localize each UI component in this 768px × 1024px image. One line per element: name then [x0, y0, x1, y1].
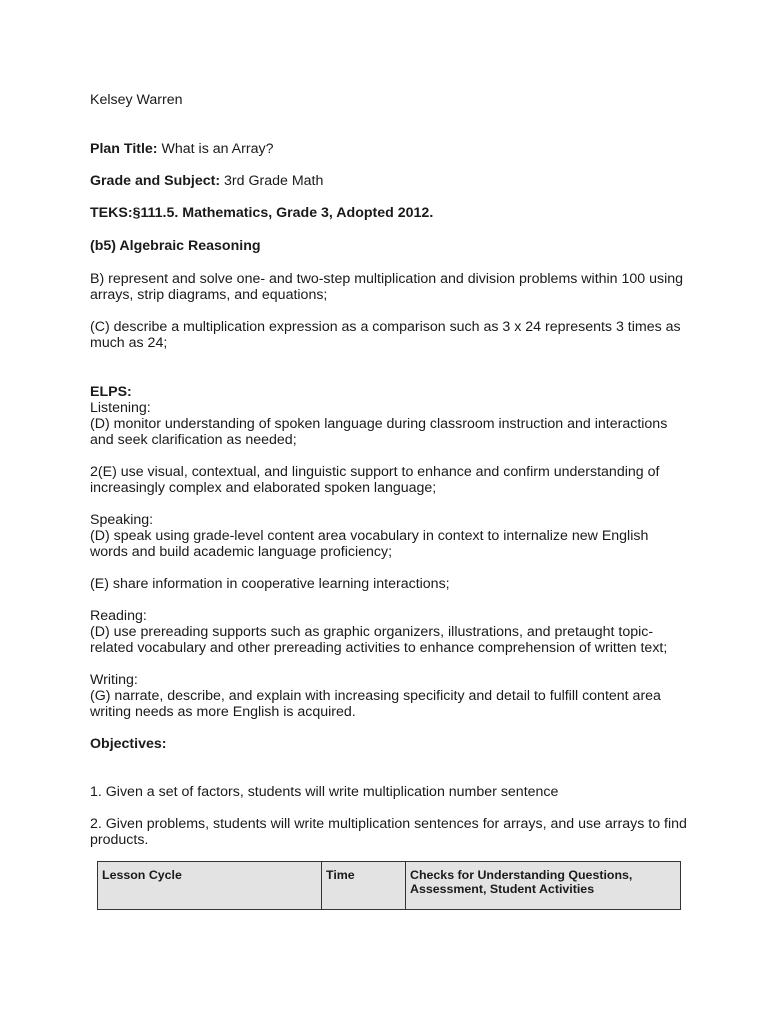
elps-heading: ELPS: [90, 384, 132, 400]
objective-item-1: 1. Given a set of factors, students will write multiplication number sentence [90, 784, 559, 800]
objectives-heading: Objectives: [90, 736, 167, 752]
grade-subject [90, 173, 690, 189]
header-time: Time [322, 862, 406, 910]
objective-item-2: 2. Given problems, students will write multiplication sentences for arrays, and use arrays to find products. [90, 816, 687, 848]
listening-item-d: (D) monitor understanding of spoken language during classroom instruction and interactions and seek clarification as needed; [90, 416, 668, 448]
algebraic-reasoning-heading: (b5) Algebraic Reasoning [90, 238, 261, 254]
listening-item-2e: 2(E) use visual, contextual, and linguistic support to enhance and confirm understanding of increasingly complex and elaborated spoken language; [90, 464, 660, 496]
teks-item-b: B) represent and solve one- and two-step multiplication and division problems within 100 using arrays, strip diagrams, and equations; [90, 271, 684, 303]
grade-subject-label: Grade and Subject: [90, 173, 221, 189]
header-lesson-cycle: Lesson Cycle [98, 862, 322, 910]
lesson-cycle-table [97, 861, 681, 910]
writing-label: Writing: [90, 672, 138, 688]
reading-label: Reading: [90, 608, 147, 624]
table-header-row [98, 862, 681, 910]
speaking-item-e: (E) share information in cooperative learning interactions; [90, 576, 450, 592]
grade-subject-value: 3rd Grade Math [220, 173, 324, 189]
teks-item-c: (C) describe a multiplication expression as a comparison such as 3 x 24 represents 3 times as much as 24; [90, 319, 681, 351]
author-name: Kelsey Warren [90, 92, 183, 108]
speaking-item-d: (D) speak using grade-level content area vocabulary in context to internalize new English words and build academic language proficiency; [90, 528, 649, 560]
lesson-plan-document [90, 92, 690, 848]
plan-title-value: What is an Array? [157, 141, 274, 157]
teks-heading: TEKS:§111.5. Mathematics, Grade 3, Adopted 2012. [90, 205, 434, 221]
reading-item-d: (D) use prereading supports such as graphic organizers, illustrations, and pretaught topic-related vocabulary and other prereading activities to enhance comprehension of written text; [90, 624, 668, 656]
plan-title [90, 141, 690, 157]
plan-title-label: Plan Title: [90, 141, 158, 157]
header-checks-for-understanding: Checks for Understanding Questions, Assessment, Student Activities [406, 862, 681, 910]
writing-item-g: (G) narrate, describe, and explain with increasing specificity and detail to fulfill content area writing needs as more English is acquired. [90, 688, 661, 720]
listening-label: Listening: [90, 400, 151, 416]
speaking-label: Speaking: [90, 512, 154, 528]
